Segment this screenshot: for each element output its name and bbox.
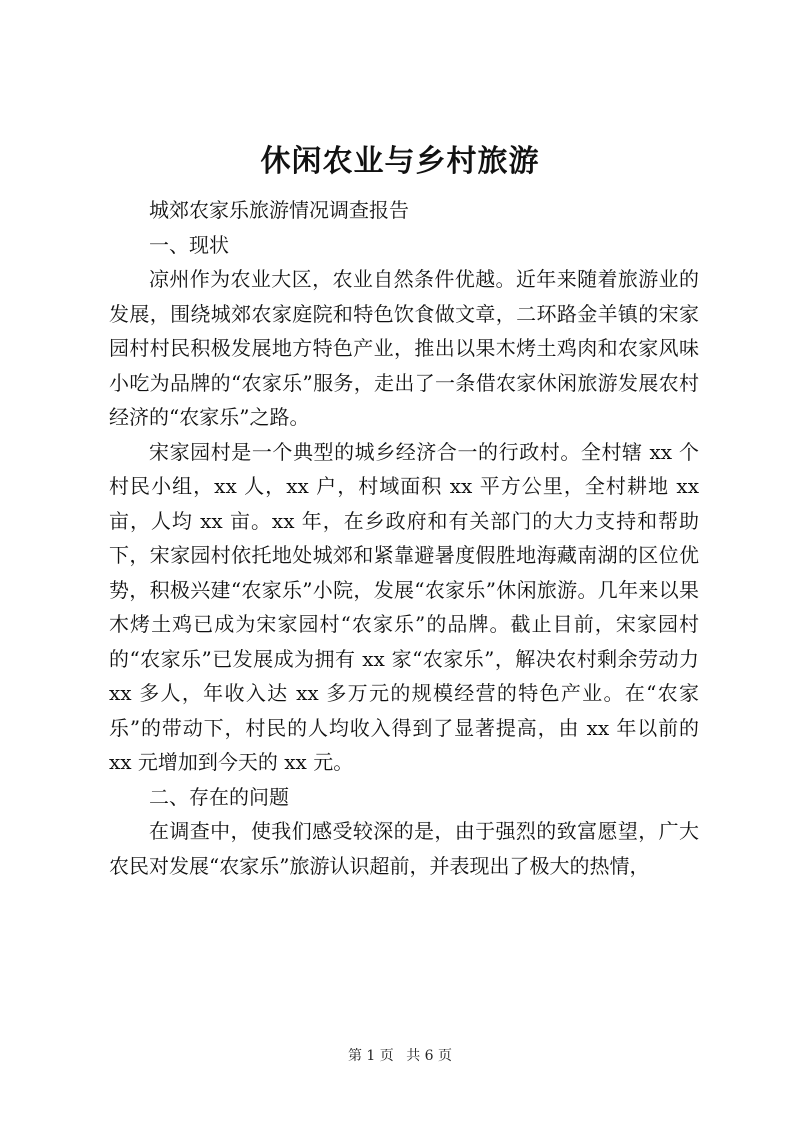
paragraph-overview: 凉州作为农业大区，农业自然条件优越。近年来随着旅游业的发展，围绕城郊农家庭院和特色饮食做文章，二环路金羊镇的宋家园村村民积极发展地方特色产业，推出以果木烤土鸡肉和农家风味小吃为品牌的“农家乐”服务，走出了一条借农家休闲旅游发展农村经济的“农家乐”之路。 (109, 267, 699, 429)
section-heading-status: 一、现状 (149, 232, 229, 257)
paragraph-subtitle: 城郊农家乐旅游情况调查报告 (149, 198, 409, 222)
paragraph-village-details: 宋家园村是一个典型的城乡经济合一的行政村。全村辖 xx 个村民小组，xx 人，xx 户，村域面积 xx 平方公里，全村耕地 xx 亩，人均 xx 亩。xx 年，在乡政府和有关部门的大力支持和帮助下，宋家园村依托地处城郊和紧靠避暑度假胜地海藏南湖的区位优势，积极兴建“农家乐”小院，发展“农家乐”休闲旅游。几年来以果木烤土鸡已成为宋家园村“农家乐”的品牌。截止目前，宋家园村的“农家乐”已发展成为拥有 xx 家“农家乐”，解决农村剩余劳动力 xx 多人，年收入达 xx 多万元的规模经营的特色产业。在“农家乐”的带动下，村民的人均收入得到了显著提高，由 xx 年以前的 xx 元增加到今天的 xx 元。 (109, 439, 699, 774)
section-heading-problems: 二、存在的问题 (149, 784, 289, 809)
document-title: 休闲农业与乡村旅游 (260, 144, 540, 179)
page-number: 第 1 页 (347, 1048, 394, 1064)
page-footer (0, 1046, 800, 1066)
page-total: 共 6 页 (406, 1048, 453, 1064)
paragraph-problems: 在调查中，使我们感受较深的是，由于强烈的致富愿望，广大农民对发展“农家乐”旅游认识超前，并表现出了极大的热情， (109, 819, 699, 878)
document-body (109, 193, 699, 883)
